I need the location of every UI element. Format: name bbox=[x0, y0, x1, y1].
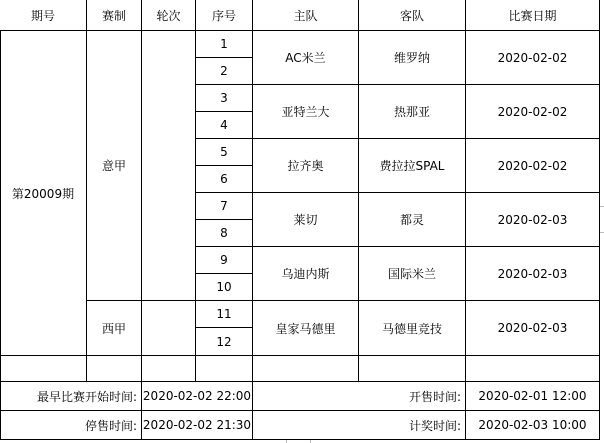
header-league: 赛制 bbox=[87, 0, 142, 31]
home-team-cell: AC米兰 bbox=[253, 31, 359, 85]
blank-cell bbox=[253, 356, 359, 382]
match-date-cell: 2020-02-03 bbox=[466, 301, 600, 356]
seq-cell: 5 bbox=[196, 139, 253, 166]
blank-cell bbox=[0, 356, 87, 382]
match-date-cell: 2020-02-02 bbox=[466, 85, 600, 139]
away-team-cell: 维罗纳 bbox=[359, 31, 466, 85]
away-team-cell: 国际米兰 bbox=[359, 247, 466, 301]
seq-cell: 10 bbox=[196, 274, 253, 301]
edge-marker bbox=[600, 232, 604, 233]
header-date: 比赛日期 bbox=[466, 0, 600, 31]
blank-cell bbox=[142, 356, 196, 382]
match-date-cell: 2020-02-02 bbox=[466, 139, 600, 193]
seq-cell: 12 bbox=[196, 328, 253, 356]
home-team-cell: 莱切 bbox=[253, 193, 359, 247]
seq-cell: 7 bbox=[196, 193, 253, 220]
header-home: 主队 bbox=[253, 0, 359, 31]
round-cell bbox=[142, 31, 196, 301]
away-team-cell: 热那亚 bbox=[359, 85, 466, 139]
header-issue: 期号 bbox=[0, 0, 87, 31]
league-cell-la-liga: 西甲 bbox=[87, 301, 142, 356]
prize-time-label: 计奖时间: bbox=[253, 411, 466, 440]
home-team-cell: 亚特兰大 bbox=[253, 85, 359, 139]
home-team-cell: 乌迪内斯 bbox=[253, 247, 359, 301]
blank-cell bbox=[466, 356, 600, 382]
away-team-cell: 都灵 bbox=[359, 193, 466, 247]
round-cell bbox=[142, 301, 196, 356]
prize-time-value: 2020-02-03 10:00 bbox=[466, 411, 600, 440]
header-away: 客队 bbox=[359, 0, 466, 31]
header-round: 轮次 bbox=[142, 0, 196, 31]
blank-cell bbox=[87, 356, 142, 382]
seq-cell: 6 bbox=[196, 166, 253, 193]
sale-stop-label: 停售时间: bbox=[0, 411, 142, 440]
sale-stop-value: 2020-02-02 21:30 bbox=[142, 411, 253, 440]
match-date-cell: 2020-02-03 bbox=[466, 193, 600, 247]
match-date-cell: 2020-02-03 bbox=[466, 247, 600, 301]
home-team-cell: 拉齐奥 bbox=[253, 139, 359, 193]
seq-cell: 9 bbox=[196, 247, 253, 274]
seq-cell: 2 bbox=[196, 58, 253, 85]
blank-cell bbox=[359, 356, 466, 382]
seq-cell: 11 bbox=[196, 301, 253, 328]
earliest-start-label: 最早比赛开始时间: bbox=[0, 382, 142, 411]
away-team-cell: 马德里竞技 bbox=[359, 301, 466, 356]
earliest-start-value: 2020-02-02 22:00 bbox=[142, 382, 253, 411]
seq-cell: 4 bbox=[196, 112, 253, 139]
away-team-cell: 费拉拉SPAL bbox=[359, 139, 466, 193]
sale-start-label: 开售时间: bbox=[253, 382, 466, 411]
seq-cell: 8 bbox=[196, 220, 253, 247]
edge-marker bbox=[600, 206, 604, 207]
header-seq: 序号 bbox=[196, 0, 253, 31]
blank-cell bbox=[196, 356, 253, 382]
match-date-cell: 2020-02-02 bbox=[466, 31, 600, 85]
home-team-cell: 皇家马德里 bbox=[253, 301, 359, 356]
seq-cell: 3 bbox=[196, 85, 253, 112]
sale-start-value: 2020-02-01 12:00 bbox=[466, 382, 600, 411]
league-cell-serie-a: 意甲 bbox=[87, 31, 142, 301]
seq-cell: 1 bbox=[196, 31, 253, 58]
issue-cell: 第20009期 bbox=[0, 31, 87, 356]
